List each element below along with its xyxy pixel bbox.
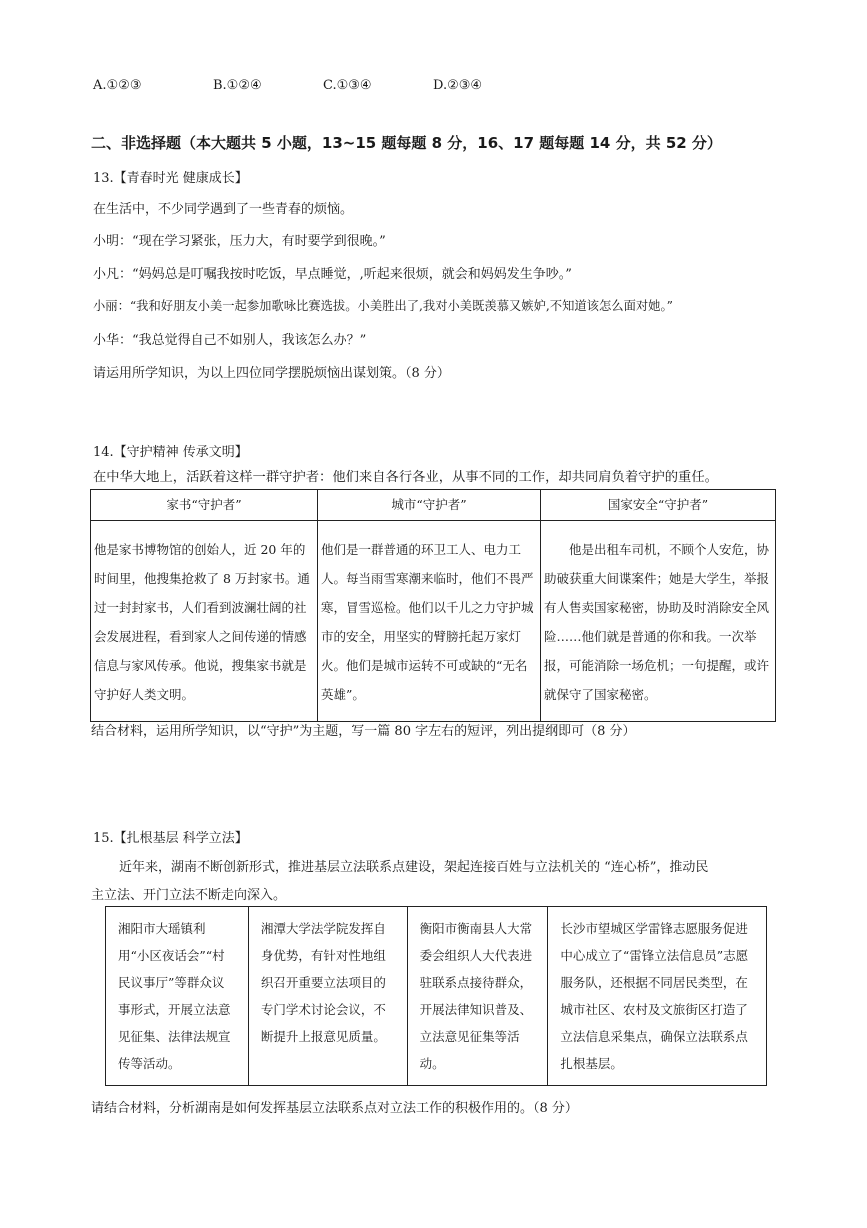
q13-line: 在生活中，不少同学遇到了一些青春的烦恼。 bbox=[93, 202, 354, 217]
q15-cell: 湘阳市大瑶镇利用“小区夜话会”“村民议事厅”等群众议事形式，开展立法意见征集、法律法规宣传等活动。 bbox=[106, 907, 249, 1086]
q13-line: 小华：“我总觉得自己不如别人，我该怎么办？” bbox=[93, 333, 367, 348]
q13-line: 小明：“现在学习紧张，压力大，有时要学到很晚。” bbox=[93, 234, 386, 249]
q15-title: 15.【扎根基层 科学立法】 bbox=[93, 831, 248, 846]
q15-intro: 主立法、开门立法不断走向深入。 bbox=[91, 888, 287, 903]
q15-cell: 衡阳市衡南县人大常委会组织人大代表进驻联系点接待群众，开展法律知识普及、立法意见征集等活动。 bbox=[407, 907, 548, 1086]
q14-intro: 在中华大地上，活跃着这样一群守护者：他们来自各行各业，从事不同的工作，却共同肩负着守护的重任。 bbox=[93, 470, 718, 485]
q14-cell: 他是出租车司机，不顾个人安危，协助破获重大间谍案件；她是大学生，举报有人售卖国家秘密，协助及时消除安全风险……他们就是普通的你和我。一次举报，可能消除一场危机；一句提醒，或许就保守了国家秘密。 bbox=[541, 521, 776, 722]
option-c: C.①③④ bbox=[323, 78, 372, 93]
q13-line: 小凡：“妈妈总是叮嘱我按时吃饭，早点睡觉，,听起来很烦，就会和妈妈发生争吵。” bbox=[93, 267, 572, 282]
q13-question: 请运用所学知识，为以上四位同学摆脱烦恼出谋划策。（8 分） bbox=[93, 366, 450, 381]
q15-cell: 长沙市望城区学雷锋志愿服务促进中心成立了“雷锋立法信息员”志愿服务队，还根据不同居民类型，在城市社区、农村及文旅街区打造了立法信息采集点，确保立法联系点扎根基层。 bbox=[548, 907, 767, 1086]
q14-title: 14.【守护精神 传承文明】 bbox=[93, 445, 248, 460]
q14-header: 家书“守护者” bbox=[91, 490, 318, 521]
option-a: A.①②③ bbox=[93, 78, 142, 93]
option-b: B.①②④ bbox=[213, 78, 262, 93]
q15-question: 请结合材料，分析湖南是如何发挥基层立法联系点对立法工作的积极作用的。（8 分） bbox=[91, 1101, 578, 1116]
q14-cell: 他们是一群普通的环卫工人、电力工人。每当雨雪寒潮来临时，他们不畏严寒，冒雪巡检。他们以千儿之力守护城市的安全，用坚实的臂膀托起万家灯火。他们是城市运转不可或缺的“无名英雄”。 bbox=[317, 521, 540, 722]
q15-cell: 湘潭大学法学院发挥自身优势，有针对性地组织召开重要立法项目的专门学术讨论会议，不断提升上报意见质量。 bbox=[248, 907, 407, 1086]
q15-table bbox=[105, 906, 767, 1086]
section-title: 二、非选择题（本大题共 5 小题，13~15 题每题 8 分，16、17 题每题 14 分，共 52 分） bbox=[91, 134, 722, 152]
q14-header: 城市“守护者” bbox=[317, 490, 540, 521]
option-d: D.②③④ bbox=[433, 78, 483, 93]
q13-title: 13.【青春时光 健康成长】 bbox=[93, 171, 248, 186]
q14-table bbox=[90, 489, 776, 722]
q14-cell: 他是家书博物馆的创始人，近 20 年的时间里，他搜集抢救了 8 万封家书。通过一封封家书，人们看到波澜壮阔的社会发展进程，看到家人之间传递的情感信息与家风传承。他说，搜集家书就是守护好人类文明。 bbox=[91, 521, 318, 722]
q15-intro: 近年来，湖南不断创新形式，推进基层立法联系点建设，架起连接百姓与立法机关的 “连心桥”，推动民 bbox=[119, 860, 709, 875]
q14-header: 国家安全“守护者” bbox=[541, 490, 776, 521]
q13-line: 小丽：“我和好朋友小美一起参加歌咏比赛选拔。小美胜出了,我对小美既羡慕又嫉妒,不知道该怎么面对她。” bbox=[93, 299, 673, 313]
q14-question: 结合材料，运用所学知识，以“守护”为主题，写一篇 80 字左右的短评，列出提纲即可（8 分） bbox=[91, 724, 636, 739]
